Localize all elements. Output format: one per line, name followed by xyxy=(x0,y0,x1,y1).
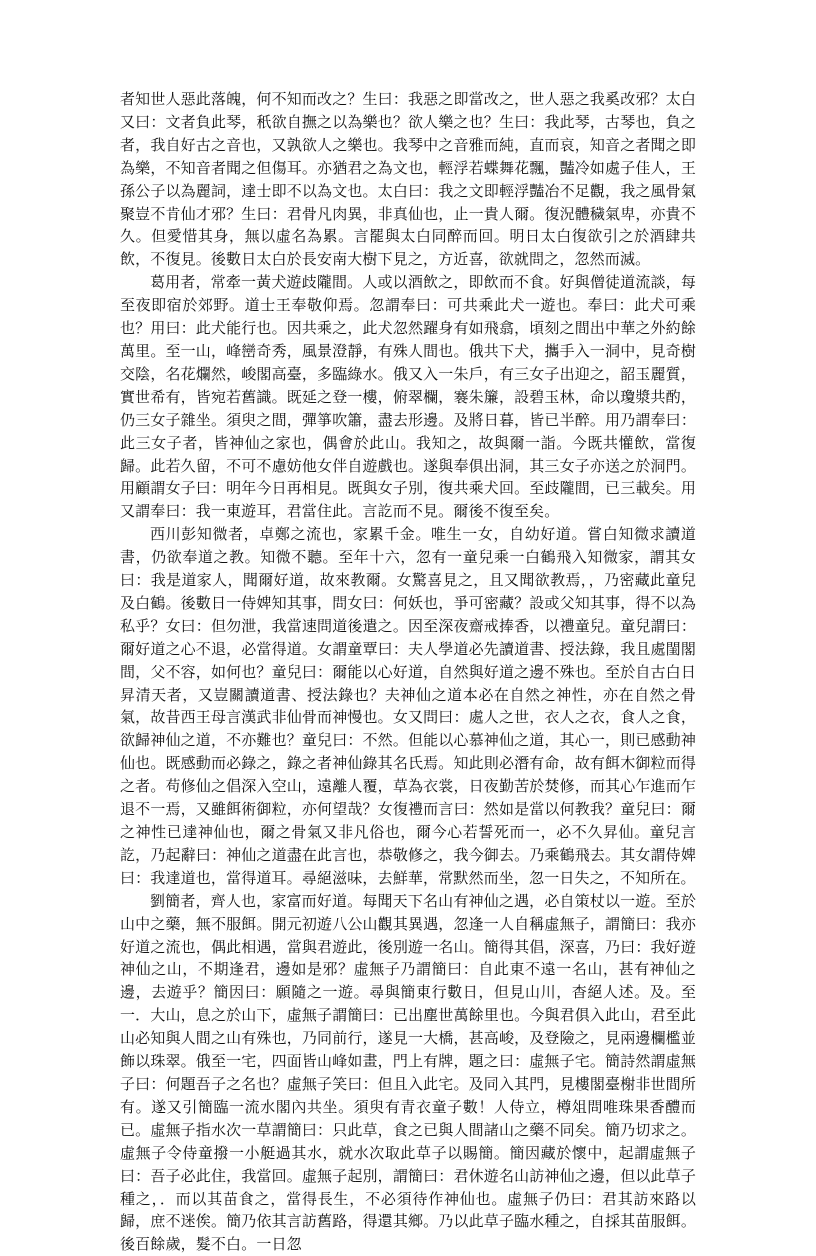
paragraph-1: 者知世人惡此落魄，何不知而改之？生曰：我惡之即當改之，世人惡之我奚改邪？太白又曰：文者負此琴，秖欲自撫之以為樂也？欲人樂之也？生曰：我此琴，古琴也，負之者，我自好古之音也，又孰欲人之樂也。我琴中之音雅而純，直而哀，知音之者聞之即為樂，不知音者聞之但傷耳。亦猶君之為文也，輕浮若蝶舞花飄，豔冷如處子佳人，王孫公子以為麗詞，達士即不以為文也。太白曰：我之文即輕浮豔冶不足觀，我之風骨氣聚豈不肯仙才邪？生曰：君骨凡肉異，非真仙也，止一貴人爾。復況體穢氣卑，亦貴不久。但愛惜其身，無以虛名為累。言罷與太白同醉而回。明日太白復欲引之於酒肆共飲，不復見。後數日太白於長安南大樹下見之，方近喜，欲就問之，忽然而滅。 xyxy=(120,90,696,269)
document-page xyxy=(120,88,696,1254)
paragraph-2: 葛用者，常牽一黃犬遊歧隴間。人或以酒飲之，即飲而不食。好與僧徒道流談，每至夜即宿於郊野。道士王奉敬仰焉。忽謂奉曰：可共乘此犬一遊也。奉曰：此犬可乘也？用曰：此犬能行也。因共乘之，此犬忽然躍身有如飛翕，頃刻之間出中華之外約餘萬里。至一山，峰巒奇秀，風景澄靜，有殊人間也。俄共下犬，攜手入一洞中，見奇樹交陰，名花爛然，峻閣高臺，多臨綠水。俄又入一朱戶，有三女子出迎之，韶玉麗質，實世希有，皆宛若舊識。既延之登一樓，俯翠欄，褰朱簾，設碧玉林，命以瓊漿共酌，仍三女子雜坐。須臾之間，彈箏吹簫，盡去形邊。及將日暮，皆已半醉。用乃謂奉曰：此三女子者，皆神仙之家也，偶會於此山。我知之，故與爾一詣。今既共懽飲，當復歸。此若久留，不可不慮妨他女伴自遊戲也。遂與奉俱出洞，其三女子亦送之於洞門。用顧謂女子曰：明年今日再相見。既與女子別，復共乘犬回。至歧隴間，已三載矣。用又謂奉曰：我一東遊耳，君當住此。言訖而不見。爾後不復至矣。 xyxy=(120,273,696,521)
paragraph-4: 劉簡者，齊人也，家富而好道。每聞天下名山有神仙之遇，必自策杖以一遊。至於山中之藥，無不服餌。開元初遊八公山觀其異遇，忽逢一人自稱虛無子，謂簡曰：我亦好道之流也，偶此相遇，當與君遊此，後別遊一名山。簡得其倡，深喜，乃曰：我好遊神仙之山，不期逢君，邊如是邪？虛無子乃謂簡曰：自此東不遠一名山，甚有神仙之邊，去遊乎？簡因曰：願隨之一遊。尋與簡東行數日，但見山川，杳絕人述。及。至一．大山，息之於山下，虛無子謂簡曰：已出塵世萬餘里也。今與君俱入此山，君至此山必知與人間之山有殊也，乃同前行，遂見一大橋，甚高峻，及登險之，見兩邊欄檻並飾以珠翠。俄至一宅，四面皆山峰如畫，門上有牌，題之曰：虛無子宅。簡詩然謂虛無子曰：何題吾子之名也？虛無子笑曰：但且入此宅。及同入其門，見樓閣臺榭非世間所有。遂又引簡臨一流水閣內共坐。須臾有青衣童子數！人侍立，樽俎問唯珠果香醴而已。虛無子指水次一草謂簡曰：只此草，食之已與人間諸山之藥不同矣。簡乃切求之。虛無子令侍童撥一小艇過其水，就水次取此草子以賜簡。簡因藏於懷中，起謂虛無子曰：吾子必此住，我當回。虛無子起別，謂簡曰：君休遊名山訪神仙之邊，但以此草子種之，．而以其苗食之，當得長生，不必須待作神仙也。虛無子仍曰：君其訪來路以歸，庶不迷俟。簡乃依其言訪舊路，得還其鄉。乃以此草子臨水種之，自採其苗服餌。後百餘歲，髮不白。一日忽 xyxy=(120,891,696,1254)
paragraph-3: 西川彭知微者，卓鄭之流也，家累千金。唯生一女，自幼好道。嘗白知微求讀道書，仍欲奉道之教。知微不聽。至年十六，忽有一童兒乘一白鶴飛入知微家，謂其女曰：我是道家人，聞爾好道，故來教爾。女驚喜見之，且又聞欲教焉，，乃密藏此童兒及白鶴。後數日一侍婢知其事，問女曰：何妖也，爭可密藏？設或父知其事，得不以為私乎？女曰：但勿泄，我當速問道後遣之。因至深夜齋戒捧香，以禮童兒。童兒謂曰：爾好道之心不退，必當得道。女謂童覃曰：夫人學道必先讀道書、授法錄，我且處閨閣間，父不容，如何也？童兒曰：爾能以心好道，自然與好道之邊不殊也。至於自古白日昇清天者，又豈關讀道書、授法錄也？夫神仙之道本必在自然之神性，亦在自然之骨氣，故昔西王母言漢武非仙骨而神慢也。女又問曰：處人之世，衣人之衣，食人之食，欲歸神仙之道，不亦難也？童兒曰：不然。但能以心慕神仙之道，其心一，則已感動神仙也。既感動而必錄之，錄之者神仙錄其名氏焉。知此則必潛有命，故有餌木御粒而得之者。苟修仙之倡深入空山，遠離人覆，草為衣裳，日夜勤苦於焚修，而其心乍進而乍退不一焉，又雖餌術御粒，亦何望哉？女復禮而言曰：然如是當以何教我？童兒曰：爾之神性已達神仙也，爾之骨氣又非凡俗也，爾今心若誓死而一，必不久昇仙。童兒言訖，乃起辭曰：神仙之道盡在此言也，恭敬修之，我今御去。乃乘鶴飛去。其女謂侍婢曰：我達道也，當得道耳。尋絕滋味，去鮮華，常默然而坐，忽一日失之，不知所在。 xyxy=(120,525,696,887)
